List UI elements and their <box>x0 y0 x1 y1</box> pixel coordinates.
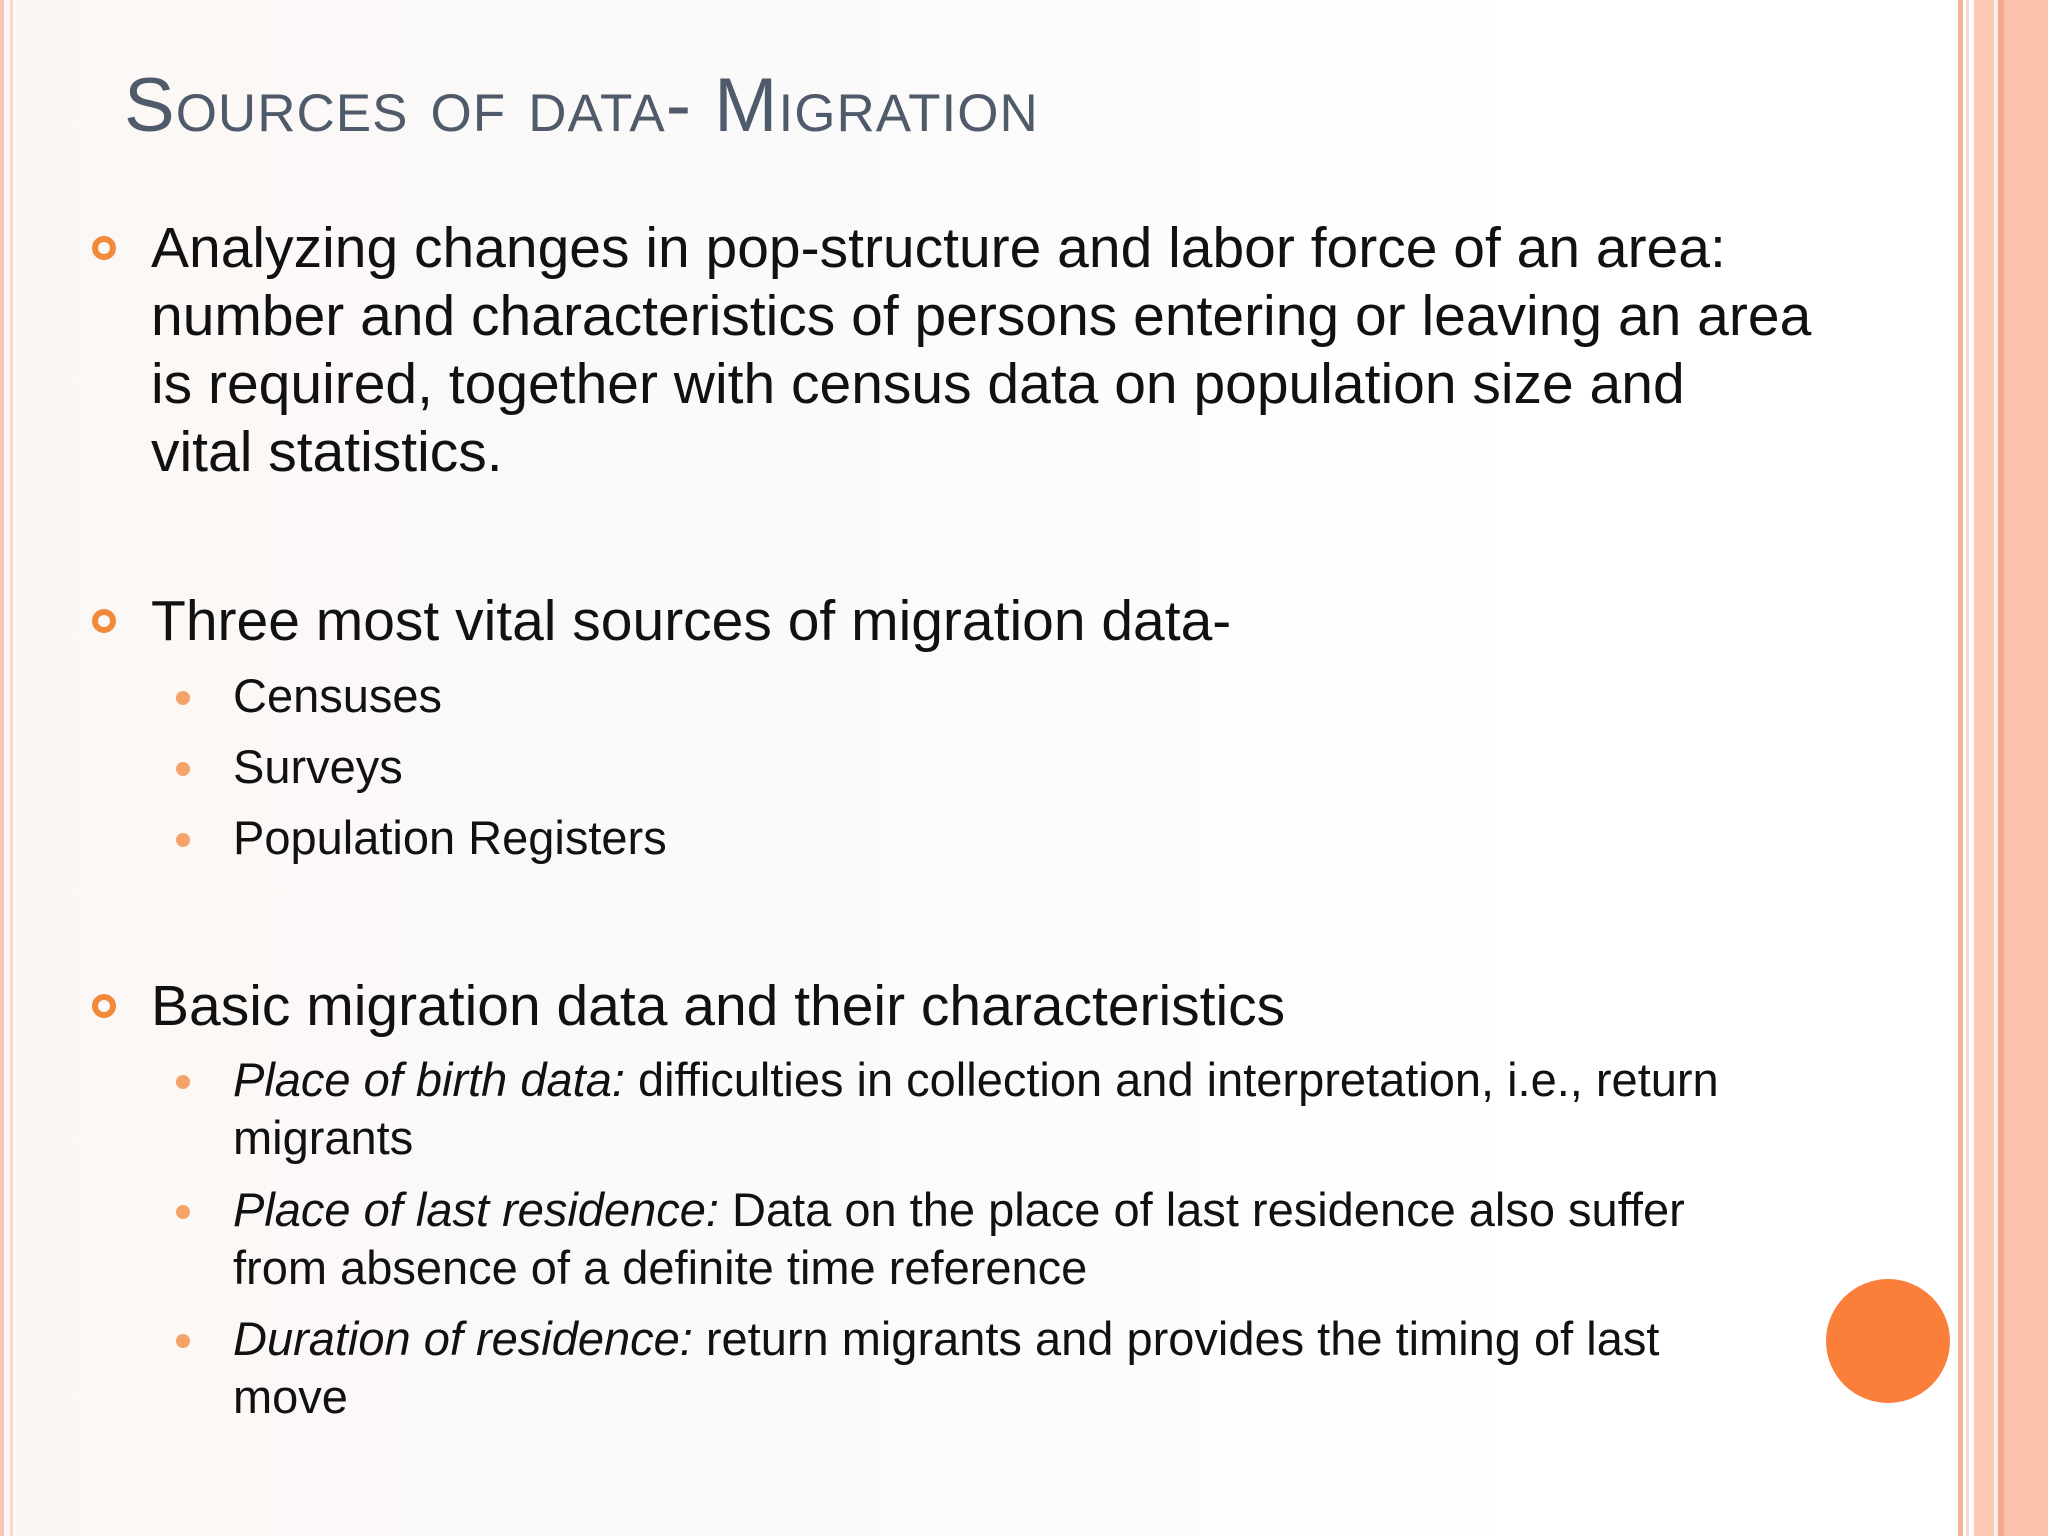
subitem-label: Place of last residence: <box>233 1183 719 1236</box>
subitem-place-of-birth <box>233 1051 1719 1109</box>
subitem-place-of-last-residence <box>233 1181 1685 1239</box>
dot-bullet-icon <box>176 1205 190 1219</box>
slide-title: Sources of data- Migration <box>124 63 1039 148</box>
subitem-description: Data on the place of last residence also suffer <box>718 1183 1685 1236</box>
subitem-label: Duration of residence: <box>233 1312 693 1365</box>
decorative-orange-circle <box>1826 1279 1950 1403</box>
right-stripe <box>2004 0 2048 1536</box>
dot-bullet-icon <box>176 1334 190 1348</box>
bullet-1-line-1: Analyzing changes in pop-structure and labor force of an area: <box>151 216 1726 280</box>
subitem-duration-of-residence-cont: move <box>233 1370 348 1423</box>
bullet-1-line-2: number and characteristics of persons entering or leaving an area <box>151 284 1812 348</box>
subitem-description: return migrants and provides the timing of last <box>692 1312 1660 1365</box>
dot-bullet-icon <box>176 691 190 705</box>
bullet-2-text: Three most vital sources of migration data- <box>151 589 1232 653</box>
dot-bullet-icon <box>176 833 190 847</box>
right-stripe <box>1966 0 1969 1536</box>
right-stripe <box>1974 0 1994 1536</box>
dot-bullet-icon <box>176 1075 190 1089</box>
dot-bullet-icon <box>176 762 190 776</box>
subitem-place-of-birth-cont: migrants <box>233 1111 414 1164</box>
subitem-duration-of-residence <box>233 1310 1659 1368</box>
subitem-population-registers: Population Registers <box>233 811 667 864</box>
subitem-description: difficulties in collection and interpretation, i.e., return <box>624 1053 1719 1106</box>
ring-bullet-icon <box>92 609 116 633</box>
subitem-surveys: Surveys <box>233 740 403 793</box>
subitem-place-of-last-residence-cont: from absence of a definite time reference <box>233 1241 1088 1294</box>
subitem-censuses: Censuses <box>233 669 442 722</box>
subitem-label: Place of birth data: <box>233 1053 625 1106</box>
bullet-3-text: Basic migration data and their characteristics <box>151 974 1286 1038</box>
ring-bullet-icon <box>92 236 116 260</box>
ring-bullet-icon <box>92 994 116 1018</box>
bullet-1-line-4: vital statistics. <box>151 420 503 484</box>
bullet-1-line-3: is required, together with census data on population size and <box>151 352 1685 416</box>
